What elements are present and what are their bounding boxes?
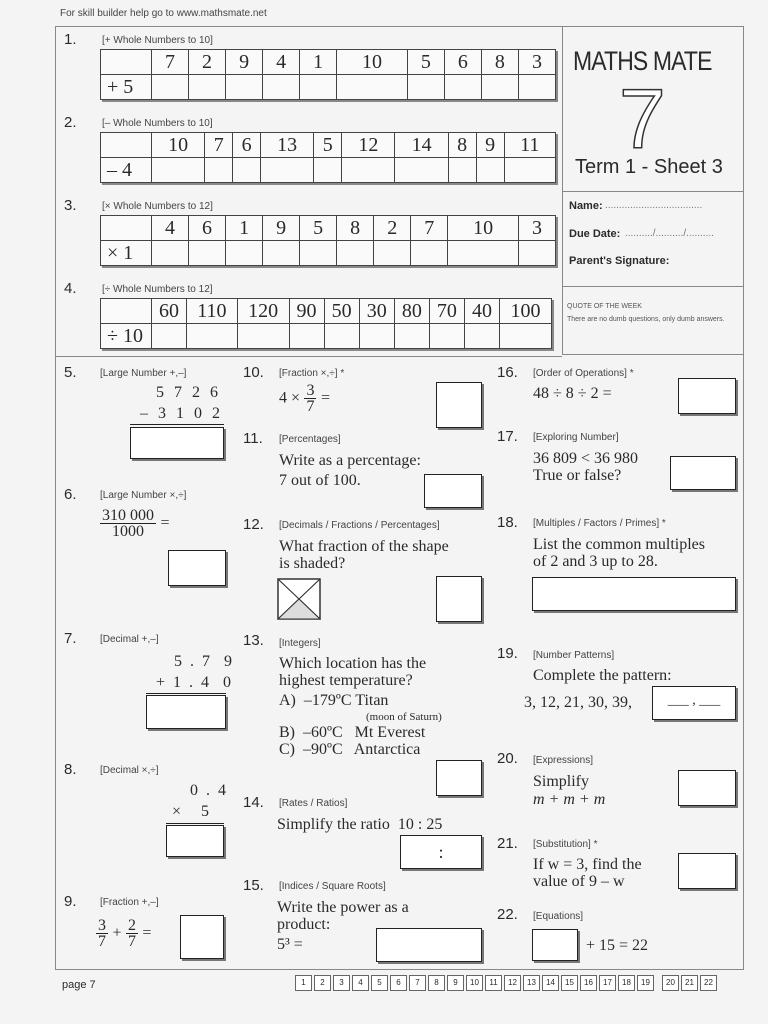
denominator: 7 [306, 398, 315, 415]
grid-value: 70 [429, 299, 464, 324]
q22-line1: + 15 = 22 [586, 937, 649, 954]
q8-line2: × 5 [172, 803, 210, 820]
help-link-text: For skill builder help go to www.mathsmate.net [60, 8, 267, 19]
grid-value: 7 [205, 133, 233, 158]
nav-box-19[interactable]: 19 [637, 975, 654, 991]
question-number: 12. [243, 516, 264, 533]
q6-fraction [100, 508, 169, 539]
question-topic: [Substitution] * [533, 839, 598, 850]
answer-cell[interactable] [448, 158, 476, 183]
nav-box-6[interactable]: 6 [390, 975, 407, 991]
grid-value: 6 [233, 133, 261, 158]
q9-answer-box[interactable] [180, 915, 224, 959]
question-topic: [Large Number +,–] [100, 368, 187, 379]
q2-answer-grid [100, 132, 556, 183]
question-topic: [Indices / Square Roots] [279, 881, 386, 892]
grid-value: 8 [481, 50, 518, 75]
term-sheet-label: Term 1 - Sheet 3 [575, 156, 723, 178]
q12-line1: What fraction of the shape [279, 538, 449, 555]
grid-value: 60 [152, 299, 187, 324]
q5-line1: 5 7 2 6 [156, 384, 221, 401]
equals-sign: = [320, 389, 330, 407]
question-number: 19. [497, 645, 518, 662]
quote-text: There are no dumb questions, only dumb answers. [567, 316, 725, 323]
page-number: page 7 [62, 979, 96, 991]
q15-line2: product: [277, 916, 331, 933]
q7-answer-box[interactable] [146, 695, 226, 729]
question-number: 4. [64, 280, 77, 297]
question-number: 14. [243, 794, 264, 811]
sum-line [146, 693, 226, 694]
denominator: 7 [127, 933, 136, 950]
grid-operator: ÷ 10 [101, 324, 152, 349]
nav-box-11[interactable]: 11 [485, 975, 502, 991]
question-number: 22. [497, 906, 518, 923]
question-topic: [Expressions] [533, 755, 594, 766]
q18-line2: of 2 and 3 up to 28. [533, 553, 658, 570]
q4-answer-grid [100, 298, 552, 349]
question-number: 5. [64, 364, 77, 381]
grid-value: 10 [152, 133, 205, 158]
grid-value: 2 [189, 50, 226, 75]
numerator: 3 [98, 917, 106, 934]
grid-operator: × 1 [101, 241, 152, 266]
nav-box-1[interactable]: 1 [295, 975, 312, 991]
shaded-square-shape [277, 578, 321, 620]
question-topic: [– Whole Numbers to 10] [102, 118, 213, 129]
q18-line1: List the common multiples [533, 536, 705, 553]
due-date-label: Due Date: [569, 228, 621, 240]
answer-cell[interactable] [411, 241, 448, 266]
question-topic: [Decimal +,–] [100, 634, 159, 645]
q3-answer-grid [100, 215, 556, 266]
question-number: 18. [497, 514, 518, 531]
question-number: 1. [64, 31, 77, 48]
answer-cell[interactable] [226, 241, 263, 266]
question-topic: [Number Patterns] [533, 650, 615, 661]
q15-line3: 5³ = [277, 936, 303, 953]
grid-value: 5 [407, 50, 444, 75]
grid-value: 8 [337, 216, 374, 241]
nav-box-16[interactable]: 16 [580, 975, 597, 991]
divider [563, 191, 743, 192]
question-topic: [Fraction +,–] [100, 897, 159, 908]
numerator: 3 [306, 382, 315, 399]
grid-value: 13 [261, 133, 314, 158]
q5-line2: – 3 1 0 2 [140, 405, 223, 422]
q21-line1: If w = 3, find the [533, 856, 642, 873]
nav-box-12[interactable]: 12 [504, 975, 521, 991]
grid-value: 50 [324, 299, 359, 324]
sheet-brand-title: MATHS MATE [573, 46, 712, 76]
answer-cell[interactable] [407, 75, 444, 100]
answer-cell[interactable] [300, 75, 337, 100]
question-topic: [× Whole Numbers to 12] [102, 201, 213, 212]
question-number: 8. [64, 761, 77, 778]
answer-cell[interactable] [300, 241, 337, 266]
answer-cell[interactable] [464, 324, 499, 349]
name-label: Name: [569, 200, 603, 212]
q14-line1: Simplify the ratio 10 : 25 [277, 816, 443, 833]
q17-line1: 36 809 < 36 980 [533, 450, 639, 467]
answer-cell[interactable] [152, 241, 189, 266]
q15-line1: Write the power as a [277, 899, 409, 916]
answer-cell[interactable] [261, 158, 314, 183]
nav-box-8[interactable]: 8 [428, 975, 445, 991]
grid-value: 9 [226, 50, 263, 75]
answer-cell[interactable] [518, 241, 555, 266]
divider [563, 286, 743, 287]
answer-cell[interactable] [337, 75, 408, 100]
nav-box-2[interactable]: 2 [314, 975, 331, 991]
nav-box-9[interactable]: 9 [447, 975, 464, 991]
grid-value: 90 [289, 299, 324, 324]
nav-box-10[interactable]: 10 [466, 975, 483, 991]
q19-line1: Complete the pattern: [533, 667, 672, 684]
divider [55, 356, 562, 357]
grid-value: 1 [300, 50, 337, 75]
grid-operator: + 5 [101, 75, 152, 100]
q14-answer-box[interactable]: : [400, 835, 482, 869]
question-topic: [Decimals / Fractions / Percentages] [279, 520, 440, 531]
grid-value: 6 [444, 50, 481, 75]
parent-signature-label: Parent's Signature: [569, 255, 670, 267]
nav-box-5[interactable]: 5 [371, 975, 388, 991]
answer-cell[interactable] [237, 324, 289, 349]
q13-line2: highest temperature? [279, 672, 413, 689]
answer-cell[interactable] [342, 158, 395, 183]
sum-line [166, 823, 224, 824]
q13-option-a-note: (moon of Saturn) [366, 711, 442, 723]
question-number: 20. [497, 750, 518, 767]
q16-answer-box[interactable] [678, 378, 736, 414]
q12-line2: is shaded? [279, 555, 346, 572]
answer-cell[interactable] [429, 324, 464, 349]
q20-answer-box[interactable] [678, 770, 736, 806]
q8-line1: 0 . 4 [190, 782, 228, 799]
question-number: 2. [64, 114, 77, 131]
grid-value: 80 [394, 299, 429, 324]
grid-value: 8 [448, 133, 476, 158]
grid-value: 7 [411, 216, 448, 241]
answer-cell[interactable] [444, 75, 481, 100]
answer-cell[interactable] [314, 158, 342, 183]
q1-answer-grid [100, 49, 556, 100]
question-topic: [Exploring Number] [533, 432, 619, 443]
question-topic: [+ Whole Numbers to 10] [102, 35, 213, 46]
question-number: 11. [243, 430, 263, 447]
answer-cell[interactable] [374, 241, 411, 266]
grid-operator: – 4 [101, 158, 152, 183]
answer-cell[interactable] [518, 75, 555, 100]
q17-line2: True or false? [533, 467, 622, 484]
grid-value: 6 [189, 216, 226, 241]
q5-answer-box[interactable] [130, 427, 224, 459]
grid-value: 12 [342, 133, 395, 158]
grid-value: 4 [152, 216, 189, 241]
grid-value: 40 [464, 299, 499, 324]
grid-value: 120 [237, 299, 289, 324]
question-topic: [Percentages] [279, 434, 341, 445]
q7-line1: 5 . 7 9 [174, 653, 234, 670]
equals-sign: = [142, 924, 152, 942]
answer-cell[interactable] [189, 75, 226, 100]
q13-line1: Which location has the [279, 655, 427, 672]
grid-value: 100 [500, 299, 552, 324]
side-panel [562, 26, 743, 355]
nav-box-20[interactable]: 20 [662, 975, 679, 991]
q20-line1: Simplify [533, 773, 590, 790]
q8-answer-box[interactable] [166, 825, 224, 857]
q20-line2: m + m + m [533, 791, 606, 808]
nav-box-7[interactable]: 7 [409, 975, 426, 991]
q9-expression [96, 918, 151, 949]
q10-answer-box[interactable] [436, 382, 482, 428]
denominator: 1000 [112, 523, 144, 540]
sum-line [130, 424, 224, 425]
grid-value: 4 [263, 50, 300, 75]
answer-cell[interactable] [448, 241, 519, 266]
answer-cell[interactable] [504, 158, 555, 183]
question-topic: [Decimal ×,÷] [100, 765, 159, 776]
q13-answer-box[interactable] [436, 760, 482, 796]
answer-cell[interactable] [152, 75, 189, 100]
answer-cell[interactable] [152, 158, 205, 183]
answer-cell[interactable] [187, 324, 238, 349]
q6-answer-box[interactable] [168, 550, 226, 586]
question-topic: [Integers] [279, 638, 321, 649]
question-number: 9. [64, 893, 77, 910]
answer-cell[interactable] [337, 241, 374, 266]
nav-box-4[interactable]: 4 [352, 975, 369, 991]
question-number: 15. [243, 877, 264, 894]
question-number: 7. [64, 630, 77, 647]
answer-cell[interactable] [205, 158, 233, 183]
q17-answer-box[interactable] [670, 456, 736, 490]
q10-expression [279, 383, 330, 414]
answer-cell[interactable] [394, 324, 429, 349]
answer-cell[interactable] [233, 158, 261, 183]
denominator: 7 [98, 933, 106, 950]
question-number: 17. [497, 428, 518, 445]
nav-box-22[interactable]: 22 [700, 975, 717, 991]
answer-cell[interactable] [289, 324, 324, 349]
question-topic: [Order of Operations] * [533, 368, 634, 379]
question-number: 21. [497, 835, 518, 852]
q22-answer-box[interactable] [532, 929, 578, 961]
nav-box-14[interactable]: 14 [542, 975, 559, 991]
question-topic: [Large Number ×,÷] [100, 490, 187, 501]
answer-cell[interactable] [189, 241, 226, 266]
grid-value: 110 [187, 299, 238, 324]
q15-answer-box[interactable] [376, 928, 482, 962]
grid-value: 9 [263, 216, 300, 241]
nav-box-18[interactable]: 18 [618, 975, 635, 991]
q18-answer-box[interactable] [532, 577, 736, 611]
whole-number: 4 × [279, 389, 301, 407]
question-number: 10. [243, 364, 264, 381]
plus-sign: + [112, 924, 122, 942]
grid-value: 5 [300, 216, 337, 241]
equals-sign: = [160, 514, 170, 532]
due-date-field[interactable]: ........../........../.......... [625, 228, 714, 239]
grid-value: 3 [518, 216, 555, 241]
nav-box-17[interactable]: 17 [599, 975, 616, 991]
grid-value: 1 [226, 216, 263, 241]
answer-cell[interactable] [359, 324, 394, 349]
question-number: 13. [243, 632, 264, 649]
grid-value: 2 [374, 216, 411, 241]
nav-box-3[interactable]: 3 [333, 975, 350, 991]
question-topic: [Rates / Ratios] [279, 798, 348, 809]
grid-value: 9 [476, 133, 504, 158]
question-number: 6. [64, 486, 77, 503]
question-topic: [Multiples / Factors / Primes] * [533, 518, 666, 529]
q7-line2: + 1 . 4 0 [156, 674, 234, 691]
q19-line2: 3, 12, 21, 30, 39, [524, 694, 632, 711]
nav-box-15[interactable]: 15 [561, 975, 578, 991]
q21-answer-box[interactable] [678, 853, 736, 889]
nav-box-21[interactable]: 21 [681, 975, 698, 991]
question-topic: [Equations] [533, 911, 584, 922]
answer-cell[interactable] [263, 75, 300, 100]
nav-box-13[interactable]: 13 [523, 975, 540, 991]
numerator: 2 [127, 917, 136, 934]
answer-cell[interactable] [476, 158, 504, 183]
answer-cell[interactable] [481, 75, 518, 100]
q11-line2: 7 out of 100. [279, 472, 361, 489]
grid-value: 30 [359, 299, 394, 324]
quote-title: QUOTE OF THE WEEK [567, 303, 642, 310]
question-number: 16. [497, 364, 518, 381]
answer-cell[interactable] [226, 75, 263, 100]
answer-cell[interactable] [324, 324, 359, 349]
q13-option-b: B) –60ºC Mt Everest [279, 724, 426, 741]
q11-answer-box[interactable] [424, 474, 482, 508]
q13-option-a: A) –179ºC Titan [279, 692, 389, 709]
q11-line1: Write as a percentage: [279, 452, 421, 469]
year-number: 7 [619, 72, 666, 166]
answer-cell[interactable] [263, 241, 300, 266]
question-topic: [÷ Whole Numbers to 12] [102, 284, 213, 295]
grid-value: 10 [448, 216, 519, 241]
q21-line2: value of 9 – w [533, 873, 625, 890]
question-topic: [Fraction ×,÷] * [279, 368, 345, 379]
grid-value: 3 [518, 50, 555, 75]
question-number: 3. [64, 197, 77, 214]
grid-value: 5 [314, 133, 342, 158]
answer-cell[interactable] [395, 158, 448, 183]
numerator: 310 000 [102, 507, 154, 524]
grid-value: 14 [395, 133, 448, 158]
grid-value: 7 [152, 50, 189, 75]
q13-option-c: C) –90ºC Antarctica [279, 741, 421, 758]
q16-line1: 48 ÷ 8 ÷ 2 = [533, 385, 612, 402]
grid-value: 10 [337, 50, 408, 75]
answer-cell[interactable] [152, 324, 187, 349]
q19-answer-box[interactable]: ___ , ___ [652, 686, 736, 720]
name-field[interactable]: ................................... [605, 200, 703, 211]
answer-cell[interactable] [500, 324, 552, 349]
grid-value: 11 [504, 133, 555, 158]
q12-answer-box[interactable] [436, 576, 482, 622]
